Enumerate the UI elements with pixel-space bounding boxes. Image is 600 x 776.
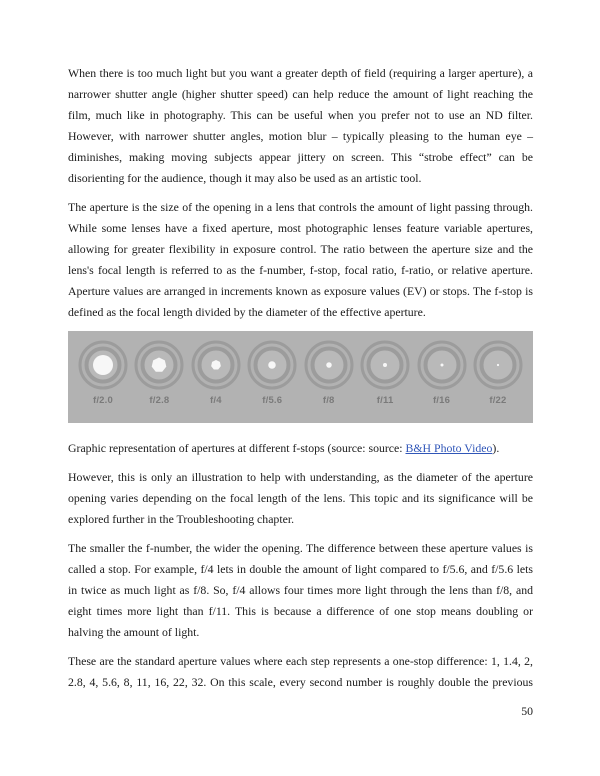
lens-aperture-icon (78, 340, 128, 390)
aperture-figure (68, 331, 533, 423)
aperture-lens (247, 340, 297, 406)
page-content (68, 63, 533, 722)
aperture-lens (304, 340, 354, 406)
page-number: 50 (521, 704, 533, 718)
f-stop-label: f/4 (210, 395, 222, 406)
bh-photo-video-link[interactable]: B&H Photo Video (405, 441, 493, 455)
paragraph-aperture-definition: The aperture is the size of the opening in a lens that controls the amount of light passing through. While some lenses have a fixed aperture, most photographic lenses feature variable apertures, allowing for greater flexibility in exposure control. The ratio between the aperture size and the lens's focal length is referred to as the f-number, f-stop, focal ratio, f-ratio, or relative aperture. Aperture values are arranged in increments known as exposure values (EV) or stops. The f-stop is defined as the focal length divided by the diameter of the effective aperture. (68, 200, 533, 319)
aperture-lens (473, 340, 523, 406)
f-stop-label: f/5.6 (262, 395, 283, 406)
lens-aperture-icon (247, 340, 297, 390)
lens-aperture-icon (304, 340, 354, 390)
paragraph-f-number-stops: The smaller the f-number, the wider the opening. The difference between these aperture values is called a stop. For example, f/4 lets in double the amount of light compared to f/5.6, and f/5.6 lets in twice as much light as f/8. So, f/4 allows four times more light through the lens than f/8, and eight times more light than f/11. This is because a difference of one stop means doubling or halving the amount of light. (68, 541, 533, 639)
paragraph-standard-values: These are the standard aperture values where each step represents a one-stop difference: 1, 1.4, 2, 2.8, 4, 5.6, 8, 11, 16, 22, 32. On this scale, every second number is roughly double the previous (68, 654, 533, 689)
aperture-lens (134, 340, 184, 406)
lens-aperture-icon (473, 340, 523, 390)
lens-aperture-icon (134, 340, 184, 390)
f-stop-label: f/2.8 (149, 395, 170, 406)
paragraph-shutter-angle: When there is too much light but you want a greater depth of field (requiring a larger aperture), a narrower shutter angle (higher shutter speed) can help reduce the amount of light reaching the film, much like in photography. This can be useful when you prefer not to use an ND filter. However, with narrower shutter angles, motion blur – typically pleasing to the human eye – diminishes, making moving subjects appear jittery on screen. This “strobe effect” can be disorienting for the audience, though it may also be used as an artistic tool. (68, 66, 533, 185)
lens-aperture-icon (191, 340, 241, 390)
aperture-lens (191, 340, 241, 406)
f-stop-label: f/22 (489, 395, 507, 406)
f-stop-label: f/16 (432, 395, 451, 406)
f-stop-label: f/11 (376, 395, 394, 406)
figure-caption (68, 438, 533, 459)
aperture-lens (417, 340, 467, 406)
f-stop-label: f/8 (322, 395, 335, 406)
caption-text-before: Graphic representation of apertures at different f-stops (source: source: (68, 441, 406, 455)
lens-aperture-icon (417, 340, 467, 390)
aperture-lens (360, 340, 410, 406)
aperture-lens (78, 340, 128, 406)
caption-text-after: ). (492, 441, 500, 455)
paragraph-illustration-note: However, this is only an illustration to help with understanding, as the diameter of the aperture opening varies depending on the focal length of the lens. This topic and its significance will be explored further in the Troubleshooting chapter. (68, 470, 533, 526)
f-stop-label: f/2.0 (92, 395, 113, 406)
lens-aperture-icon (360, 340, 410, 390)
